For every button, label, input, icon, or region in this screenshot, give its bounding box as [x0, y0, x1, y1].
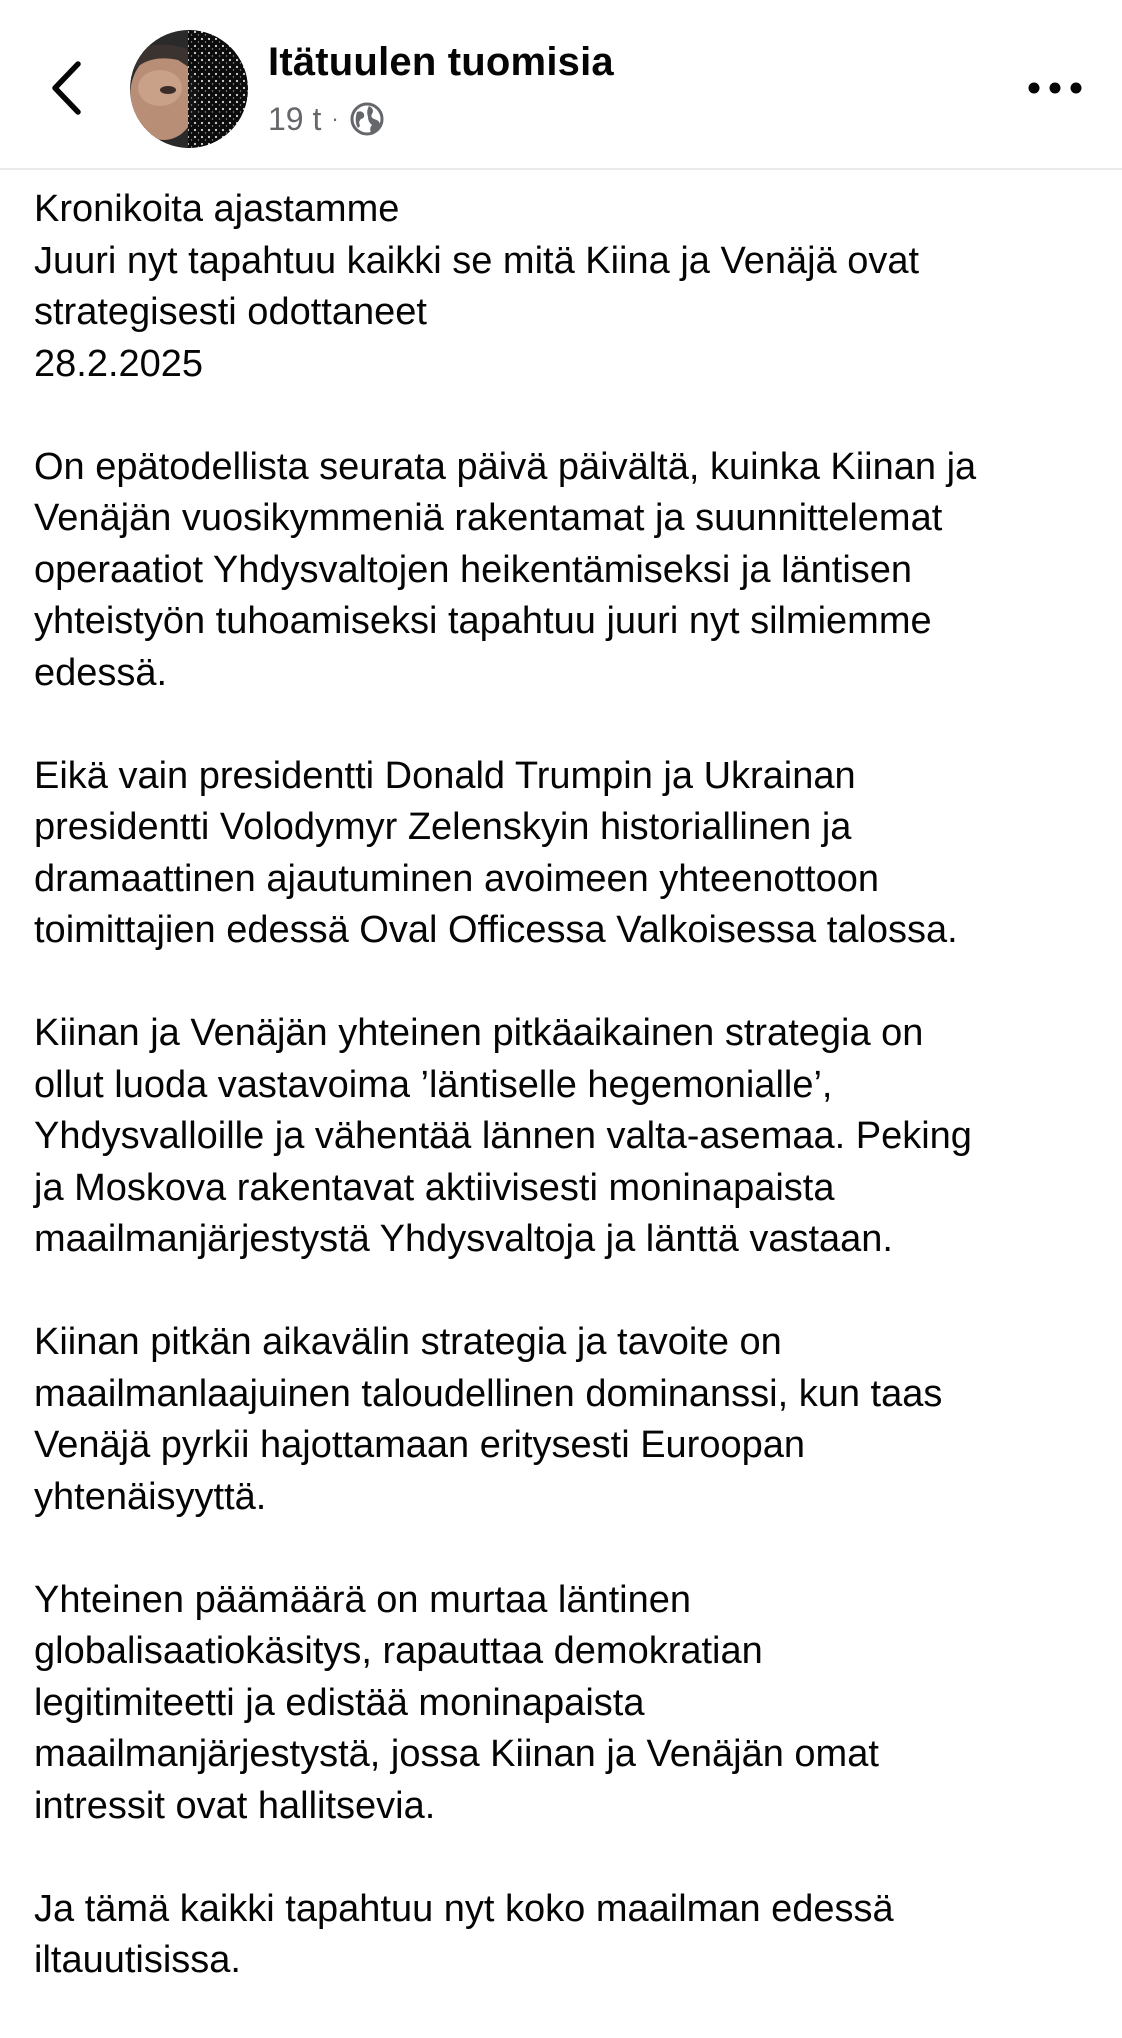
paragraph-line: maailmanjärjestystä Yhdysvaltoja ja länttä vastaan.: [34, 1218, 893, 1260]
meta-separator: ·: [331, 106, 339, 131]
paragraph-line: intressit ovat hallitsevia.: [34, 1784, 436, 1827]
paragraph-line: ja Moskova rakentavat aktiivisesti moninapaista: [34, 1166, 835, 1209]
post-subtitle-line: Juuri nyt tapahtuu kaikki se mitä Kiina ja Venäjä ovat: [34, 239, 920, 282]
post-meta: [268, 98, 385, 140]
post-title: Kronikoita ajastamme: [34, 188, 400, 230]
chevron-left-icon: [49, 60, 83, 116]
back-button[interactable]: [40, 52, 92, 124]
post-header: [0, 0, 1122, 170]
post-paragraph: [34, 442, 1094, 700]
paragraph-line: Kiinan ja Venäjän yhteinen pitkäaikainen strategia on: [34, 1012, 924, 1054]
avatar-image: [130, 30, 248, 148]
paragraph-line: Yhdysvalloille ja vähentää lännen valta-asemaa. Peking: [34, 1115, 972, 1157]
post-paragraph: [34, 1008, 1094, 1266]
paragraph-line: Ja tämä kaikki tapahtuu nyt koko maailman edessä: [34, 1887, 894, 1930]
paragraph-line: Yhteinen päämäärä on murtaa läntinen: [34, 1578, 692, 1621]
paragraph-line: operaatiot Yhdysvaltojen heikentämiseksi ja läntisen: [34, 548, 913, 591]
paragraph-line: legitimiteetti ja edistää moninapaista: [34, 1681, 645, 1724]
paragraph-line: On epätodellista seurata päivä päivältä, kuinka Kiinan ja: [34, 445, 977, 488]
post-paragraph: [34, 751, 1094, 957]
paragraph-line: dramaattinen ajautuminen avoimeen yhteenottoon: [34, 857, 880, 900]
paragraph-line: Kiinan pitkän aikavälin strategia ja tavoite on: [34, 1321, 782, 1363]
page-name[interactable]: Itätuulen tuomisia: [268, 40, 614, 84]
paragraph-line: Venäjän vuosikymmeniä rakentamat ja suunnittelemat: [34, 497, 943, 539]
post-paragraph: [34, 1884, 1094, 1987]
paragraph-line: toimittajien edessä Oval Officessa Valkoisessa talossa.: [34, 909, 958, 951]
paragraph-line: Venäjä pyrkii hajottamaan eritysesti Euroopan: [34, 1424, 806, 1466]
paragraph-line: edessä.: [34, 651, 168, 694]
more-options-button[interactable]: [1020, 66, 1090, 110]
paragraph-line: ollut luoda vastavoima ’läntiselle hegemonialle’,: [34, 1063, 833, 1106]
post-paragraph: [34, 1317, 1094, 1523]
paragraph-line: Eikä vain presidentti Donald Trumpin ja Ukrainan: [34, 754, 856, 797]
more-dots-icon: [1027, 81, 1083, 95]
post-paragraph: [34, 1575, 1094, 1833]
paragraph-line: yhteistyön tuhoamiseksi tapahtuu juuri nyt silmiemme: [34, 600, 932, 642]
post-time[interactable]: 19 t: [268, 100, 322, 137]
post-intro: [34, 184, 1094, 390]
paragraph-line: presidentti Volodymyr Zelenskyin historiallinen ja: [34, 806, 852, 848]
globe-icon: [349, 101, 385, 137]
paragraph-line: maailmanjärjestystä, jossa Kiinan ja Venäjän omat: [34, 1733, 879, 1775]
paragraph-line: iltauutisissa.: [34, 1939, 241, 1981]
paragraph-line: globalisaatiokäsitys, rapauttaa demokratian: [34, 1630, 763, 1672]
post-date: 28.2.2025: [34, 342, 204, 385]
post-text: [34, 184, 1094, 2038]
paragraph-line: maailmanlaajuinen taloudellinen dominanssi, kun taas: [34, 1372, 943, 1415]
avatar[interactable]: [130, 30, 248, 148]
paragraph-line: yhtenäisyyttä.: [34, 1475, 267, 1518]
post-subtitle-line: strategisesti odottaneet: [34, 291, 427, 333]
